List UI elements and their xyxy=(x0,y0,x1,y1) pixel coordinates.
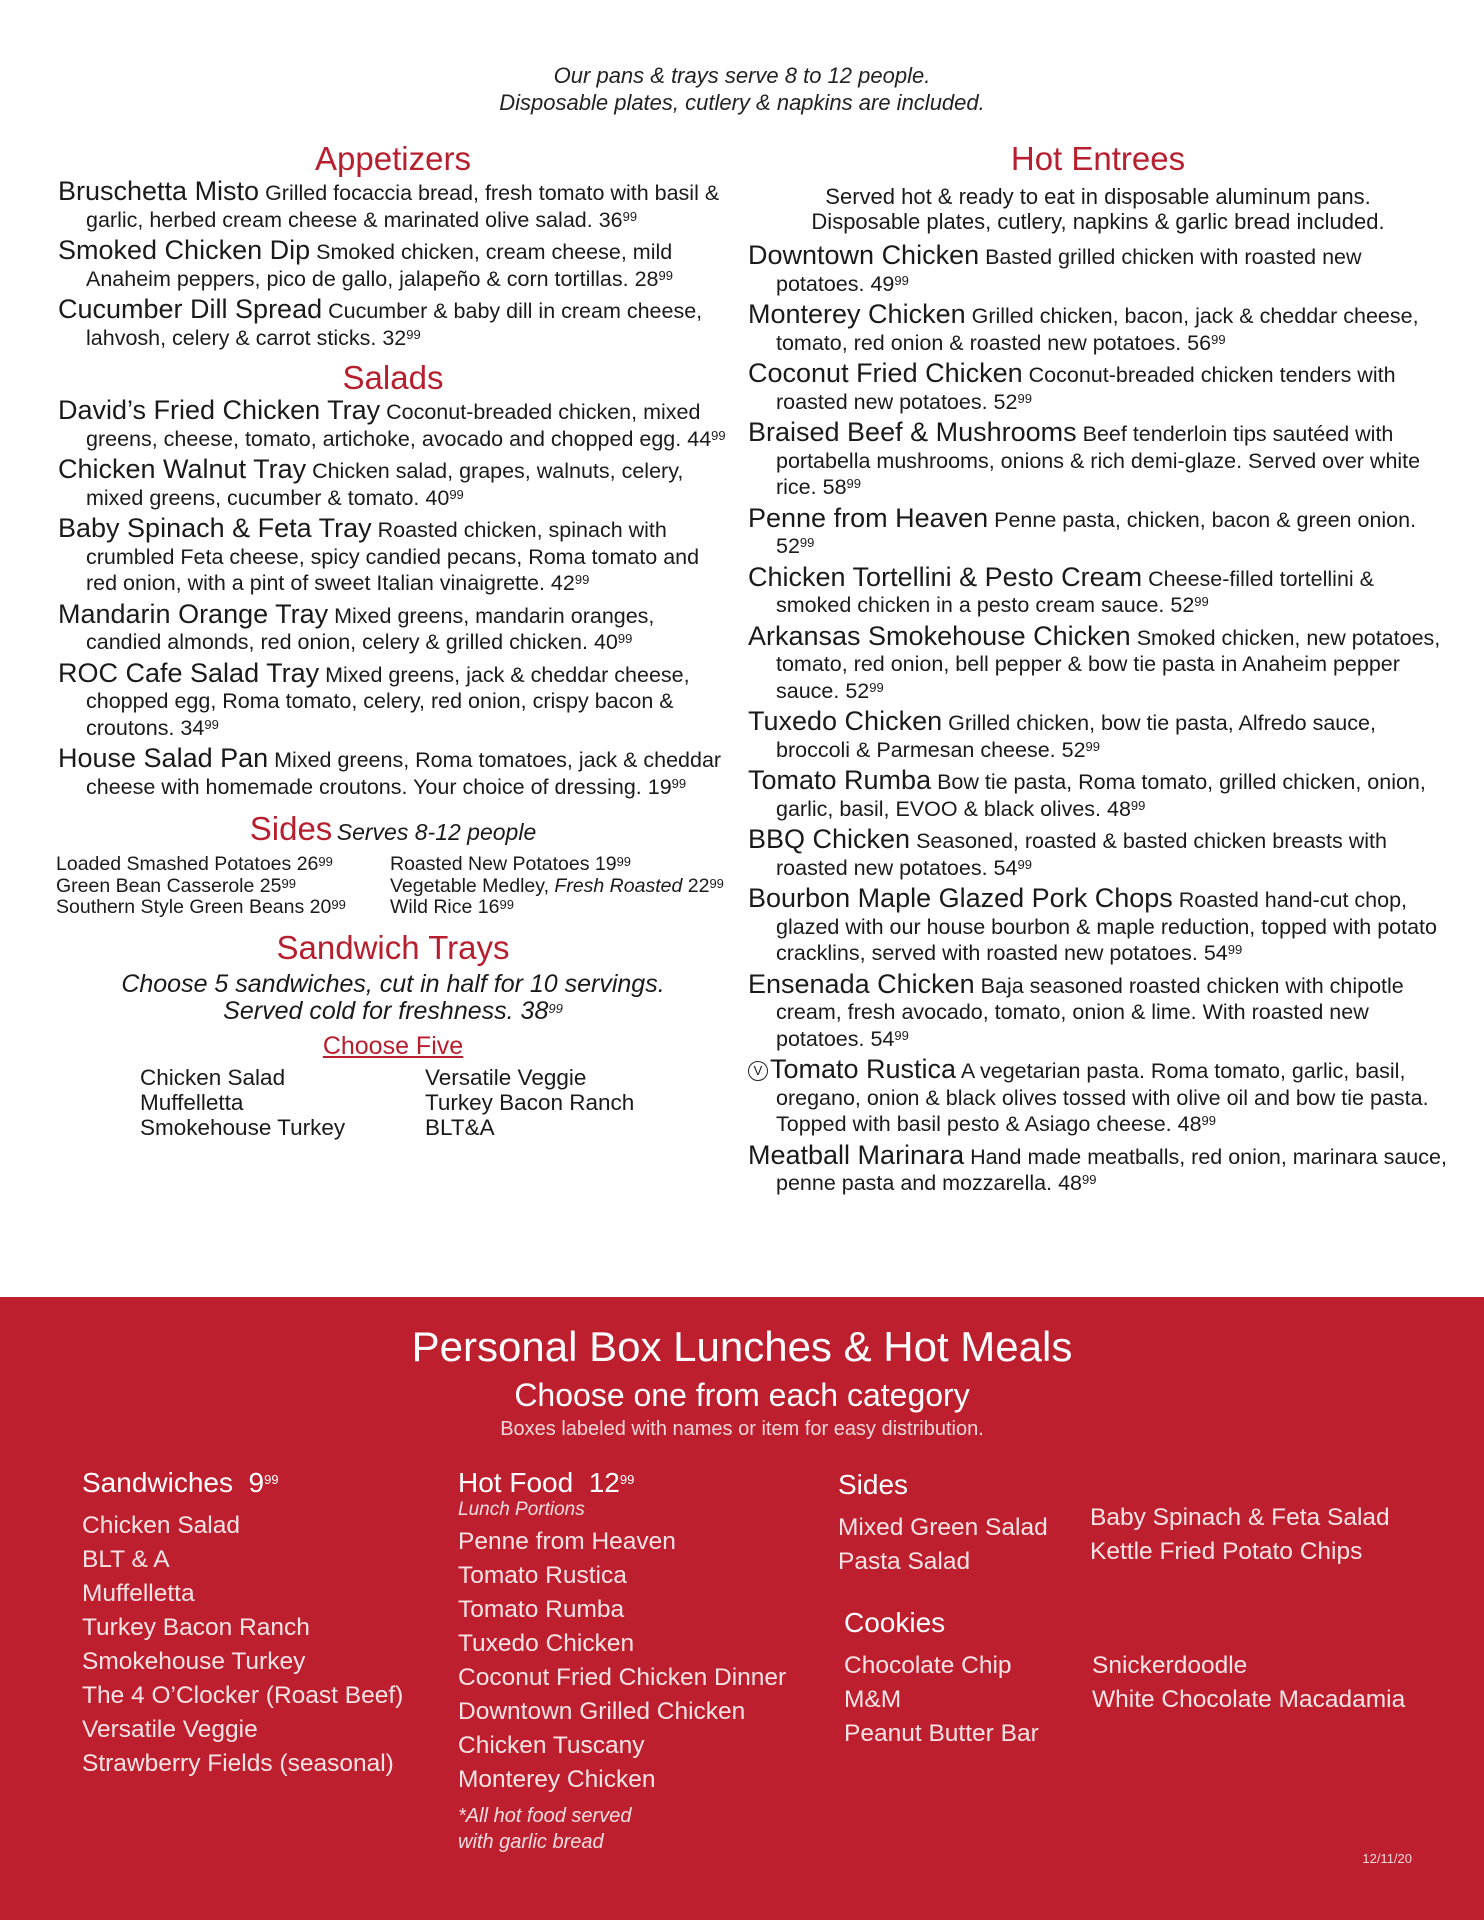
side-price: 26 xyxy=(296,853,319,875)
entree-name: Downtown Chicken xyxy=(748,240,980,270)
box-sandwich-item: Strawberry Fields (seasonal) xyxy=(82,1750,394,1777)
entree-name: Tomato Rustica xyxy=(770,1054,957,1084)
box-hot-food-item: Penne from Heaven xyxy=(458,1528,676,1555)
side-item xyxy=(56,854,390,876)
entree-price: 52 xyxy=(776,534,800,558)
side-price-cents: 99 xyxy=(318,854,333,869)
box-sandwich-item: Smokehouse Turkey xyxy=(82,1648,306,1675)
panel-title: Personal Box Lunches & Hot Meals xyxy=(411,1323,1073,1370)
sandwich-option: Turkey Bacon Ranch xyxy=(425,1089,635,1115)
box-side-item: Pasta Salad xyxy=(838,1548,971,1575)
entree-name: Bourbon Maple Glazed Pork Chops xyxy=(748,883,1173,913)
box-cookie-item: Chocolate Chip xyxy=(844,1652,1012,1679)
entree-price: 56 xyxy=(1187,330,1212,355)
entree-price-cents: 99 xyxy=(799,535,815,550)
entree-price: 52 xyxy=(845,678,870,703)
appetizer-item xyxy=(58,178,728,233)
appetizer-item xyxy=(58,296,728,351)
salad-name: Mandarin Orange Tray xyxy=(58,598,329,629)
salad-price-cents: 99 xyxy=(204,716,219,732)
sandwiches-heading xyxy=(82,1467,403,1499)
salad-price: 34 xyxy=(180,715,205,740)
appetizer-price: 32 xyxy=(382,325,407,350)
trays-line-2 xyxy=(58,998,728,1025)
sandwich-option: Muffelletta xyxy=(140,1089,244,1115)
box-sandwich-item: The 4 O’Clocker (Roast Beef) xyxy=(82,1682,404,1709)
sandwiches-column xyxy=(82,1467,403,1781)
entree-price-cents: 99 xyxy=(846,476,861,491)
box-hot-food-item: Coconut Fried Chicken Dinner xyxy=(458,1664,787,1691)
box-cookie-item: Snickerdoodle xyxy=(1092,1652,1248,1679)
box-sides-list-2 xyxy=(1090,1501,1390,1569)
side-price: 19 xyxy=(594,853,617,875)
appetizers-heading: Appetizers xyxy=(315,140,471,177)
hot-food-heading xyxy=(458,1467,786,1499)
salad-item xyxy=(58,397,728,452)
entree-item xyxy=(748,708,1448,763)
entree-description: Baja seasoned roasted chicken with chipotle cream, fresh avocado, tomato, onion & lime. With roasted new potatoes. xyxy=(776,973,1404,1051)
entree-price-cents: 99 xyxy=(894,1027,909,1043)
side-price-cents: 99 xyxy=(709,875,724,891)
entree-name: Meatball Marinara xyxy=(748,1139,965,1170)
box-sandwich-item: Muffelletta xyxy=(82,1580,195,1607)
salad-price-cents: 99 xyxy=(711,427,726,443)
entree-description: Roasted hand-cut chop, glazed with our house bourbon & maple reduction, topped with potato cracklins, served with roasted new potatoes. xyxy=(776,888,1437,965)
choose-five-label: Choose Five xyxy=(322,1031,464,1060)
sandwich-option: Versatile Veggie xyxy=(425,1064,587,1090)
box-hot-food-item: Tomato Rumba xyxy=(458,1596,625,1623)
salad-item xyxy=(58,657,728,742)
salad-name: Chicken Walnut Tray xyxy=(58,454,307,484)
entree-price: 48 xyxy=(1058,1171,1083,1195)
entree-price: 48 xyxy=(1177,1112,1202,1136)
appetizer-price: 36 xyxy=(598,207,623,232)
entree-price: 58 xyxy=(822,475,847,499)
entree-description: A vegetarian pasta. Roma tomato, garlic, basil, oregano, onion & black olives tossed with olive oil and bow tie pasta. Topped with basil pesto & Asiago cheese. xyxy=(776,1059,1429,1136)
appetizer-price-cents: 99 xyxy=(622,208,638,224)
entree-name: Tuxedo Chicken xyxy=(748,706,943,736)
cookies-list-2 xyxy=(1092,1649,1405,1717)
salad-description: Mixed greens, jack & cheddar cheese, chopped egg, Roma tomato, celery, red onion, crispy bacon & croutons. xyxy=(86,662,690,740)
entree-price-cents: 99 xyxy=(1201,1113,1216,1128)
hot-entrees-note-1: Served hot & ready to eat in disposable aluminum pans. xyxy=(825,184,1371,209)
hot-food-footnote-1: *All hot food served xyxy=(458,1805,632,1827)
box-cookie-item: M&M xyxy=(844,1686,902,1713)
salad-name: ROC Cafe Salad Tray xyxy=(58,657,320,688)
box-hot-food-item: Downtown Grilled Chicken xyxy=(458,1698,746,1725)
entree-price-cents: 99 xyxy=(894,272,909,288)
entree-item xyxy=(748,561,1448,619)
trays-price-cents: 99 xyxy=(548,1000,563,1016)
appetizer-list xyxy=(58,178,728,351)
box-cookie-item: White Chocolate Macadamia xyxy=(1092,1686,1406,1713)
appetizer-name: Smoked Chicken Dip xyxy=(58,235,311,265)
entree-price: 52 xyxy=(1061,737,1086,762)
side-price-cents: 99 xyxy=(281,875,296,891)
entree-name: Monterey Chicken xyxy=(748,299,966,329)
sandwich-option: Smokehouse Turkey xyxy=(140,1114,346,1140)
box-side-item: Mixed Green Salad xyxy=(838,1514,1048,1541)
side-item xyxy=(56,897,390,919)
sandwiches-price: 9 xyxy=(248,1467,265,1498)
personal-box-panel xyxy=(0,1297,1484,1920)
sides-serves: Serves 8-12 people xyxy=(336,819,537,845)
cookies-list-1 xyxy=(844,1649,1039,1751)
hot-food-footnote-2: with garlic bread xyxy=(458,1831,604,1853)
sandwiches-price-cents: 99 xyxy=(264,1472,279,1487)
salad-name: Baby Spinach & Feta Tray xyxy=(58,513,372,543)
entree-name: Tomato Rumba xyxy=(748,765,932,795)
entree-item xyxy=(748,1139,1448,1197)
appetizer-description: Grilled focaccia bread, fresh tomato with basil & garlic, herbed cream cheese & marinated olive salad. xyxy=(86,181,720,232)
appetizer-name: Cucumber Dill Spread xyxy=(58,294,323,324)
side-item xyxy=(390,897,726,919)
entree-price: 54 xyxy=(870,1026,895,1051)
vegetarian-icon: V xyxy=(748,1061,768,1081)
salads-heading: Salads xyxy=(342,359,444,396)
side-price-cents: 99 xyxy=(499,897,514,912)
box-hot-food-item: Tomato Rustica xyxy=(458,1562,627,1589)
trays-price: 38 xyxy=(520,996,549,1025)
salad-item xyxy=(58,456,728,511)
appetizer-price: 28 xyxy=(634,266,659,291)
entree-item xyxy=(748,502,1448,560)
side-name: Wild Rice xyxy=(390,896,473,918)
sandwiches-heading-text: Sandwiches xyxy=(82,1467,233,1498)
hot-food-column xyxy=(458,1467,786,1855)
cookies-column-2 xyxy=(1092,1649,1405,1717)
sandwich-option: BLT&A xyxy=(425,1114,495,1140)
hot-entrees-note-2: Disposable plates, cutlery, napkins & garlic bread included. xyxy=(811,209,1385,234)
entree-name: Arkansas Smokehouse Chicken xyxy=(748,620,1131,651)
side-item xyxy=(56,876,390,898)
salad-price: 40 xyxy=(425,485,450,510)
appetizer-description: Cucumber & baby dill in cream cheese, lahvosh, celery & carrot sticks. xyxy=(86,299,703,350)
entree-price: 48 xyxy=(1107,796,1131,821)
entree-description: Grilled chicken, bacon, jack & cheddar cheese, tomato, red onion & roasted new potatoes. xyxy=(776,304,1419,355)
salad-item xyxy=(58,515,728,597)
sides-grid xyxy=(56,854,728,919)
entree-item xyxy=(748,968,1448,1053)
entree-description: Smoked chicken, new potatoes, tomato, red onion, bell pepper & bow tie pasta in Anaheim pepper sauce. xyxy=(776,625,1441,703)
cookies-column xyxy=(844,1607,1039,1751)
entree-item xyxy=(748,1056,1448,1138)
entree-description: Bow tie pasta, Roma tomato, grilled chicken, onion, garlic, basil, EVOO & black olives. xyxy=(776,770,1426,821)
salad-price-cents: 99 xyxy=(617,631,633,646)
trays-line-1: Choose 5 sandwiches, cut in half for 10 servings. xyxy=(121,969,665,998)
hot-food-sub: Lunch Portions xyxy=(458,1499,585,1520)
sandwich-tray-options xyxy=(140,1065,728,1140)
side-name: Green Bean Casserole xyxy=(56,874,255,897)
entree-item xyxy=(748,242,1448,297)
sides-title xyxy=(58,810,728,848)
entree-price-cents: 99 xyxy=(1130,797,1146,813)
box-sides-heading: Sides xyxy=(838,1469,909,1500)
appetizer-item xyxy=(58,237,728,292)
salad-description: Coconut-breaded chicken, mixed greens, cheese, tomato, artichoke, avocado and chopped egg. xyxy=(86,400,701,451)
appetizer-price-cents: 99 xyxy=(658,267,673,283)
box-sandwich-item: Chicken Salad xyxy=(82,1512,240,1539)
hot-food-price-cents: 99 xyxy=(619,1472,635,1487)
hot-food-footnote xyxy=(458,1803,786,1855)
entree-list xyxy=(748,242,1448,1197)
entree-item xyxy=(748,826,1448,881)
hot-entrees-heading: Hot Entrees xyxy=(1010,140,1186,177)
entree-name: Braised Beef & Mushrooms xyxy=(748,417,1077,447)
sandwiches-list xyxy=(82,1509,403,1781)
salad-name: David’s Fried Chicken Tray xyxy=(58,395,381,425)
side-price: 16 xyxy=(477,896,500,918)
box-sides-column-2 xyxy=(1090,1501,1390,1569)
salad-price-cents: 99 xyxy=(671,775,687,791)
salad-price: 40 xyxy=(593,630,618,654)
entree-item xyxy=(748,885,1448,967)
cookies-heading: Cookies xyxy=(844,1607,946,1638)
box-sandwich-item: Versatile Veggie xyxy=(82,1716,258,1743)
entree-name: BBQ Chicken xyxy=(748,824,911,854)
side-name: Vegetable Medley, xyxy=(390,874,549,897)
left-column xyxy=(58,140,728,1140)
side-price-cents: 99 xyxy=(616,854,632,869)
entree-name: Chicken Tortellini & Pesto Cream xyxy=(748,561,1143,592)
box-side-item: Kettle Fried Potato Chips xyxy=(1090,1538,1363,1565)
salad-price-cents: 99 xyxy=(449,486,464,502)
entree-price: 52 xyxy=(993,389,1018,414)
entree-price: 54 xyxy=(1203,941,1228,965)
intro-line-2: Disposable plates, cutlery & napkins are included. xyxy=(499,90,985,115)
box-hot-food-item: Chicken Tuscany xyxy=(458,1732,645,1759)
box-hot-food-item: Tuxedo Chicken xyxy=(458,1630,635,1657)
entree-description: Cheese-filled tortellini & smoked chicken in a pesto cream sauce. xyxy=(776,566,1375,617)
salad-price: 19 xyxy=(647,774,672,799)
entree-price-cents: 99 xyxy=(1227,942,1243,957)
side-price: 22 xyxy=(687,874,710,897)
entree-item xyxy=(748,419,1448,501)
box-cookie-item: Peanut Butter Bar xyxy=(844,1720,1039,1747)
panel-subtitle: Choose one from each category xyxy=(514,1377,970,1413)
box-sandwich-item: Turkey Bacon Ranch xyxy=(82,1614,310,1641)
entree-name: Ensenada Chicken xyxy=(748,968,975,999)
entree-item xyxy=(748,301,1448,356)
entree-price-cents: 99 xyxy=(1211,331,1226,347)
salad-item xyxy=(58,598,728,656)
salad-description: Chicken salad, grapes, walnuts, celery, mixed greens, cucumber & tomato. xyxy=(86,459,684,510)
side-price-cents: 99 xyxy=(331,897,346,912)
side-name: Loaded Smashed Potatoes xyxy=(56,853,292,875)
hot-food-heading-text: Hot Food xyxy=(458,1467,574,1498)
appetizer-name: Bruschetta Misto xyxy=(58,176,260,206)
entree-price-cents: 99 xyxy=(1017,390,1032,406)
trays-line-2-text: Served cold for freshness. xyxy=(223,996,514,1025)
entree-description: Hand made meatballs, red onion, marinara sauce, penne pasta and mozzarella. xyxy=(776,1144,1447,1195)
entree-price-cents: 99 xyxy=(1017,856,1032,872)
side-price: 20 xyxy=(309,896,332,918)
sides-heading: Sides xyxy=(249,810,333,847)
hot-food-price: 12 xyxy=(588,1467,620,1498)
salad-name: House Salad Pan xyxy=(58,743,269,773)
box-sides-list-1 xyxy=(838,1511,1048,1579)
panel-note: Boxes labeled with names or item for easy distribution. xyxy=(500,1418,984,1440)
entree-name: Penne from Heaven xyxy=(748,502,989,533)
sandwich-option: Chicken Salad xyxy=(140,1064,286,1090)
salad-price: 42 xyxy=(550,571,575,595)
hot-entrees-note xyxy=(748,184,1448,234)
entree-price-cents: 99 xyxy=(1194,594,1209,609)
right-column xyxy=(748,140,1448,1201)
appetizer-description: Smoked chicken, cream cheese, mild Anaheim peppers, pico de gallo, jalapeño & corn tortillas. xyxy=(86,240,673,291)
entree-price: 49 xyxy=(870,271,895,296)
sandwich-trays-description xyxy=(58,971,728,1025)
box-sides-column xyxy=(838,1469,1048,1579)
salad-description: Roasted chicken, spinach with crumbled Feta cheese, spicy candied pecans, Roma tomato and red onion, with a pint of sweet Italian vinaigrette. xyxy=(86,518,700,595)
salad-price: 44 xyxy=(687,426,712,451)
entree-price: 52 xyxy=(1170,593,1195,617)
salad-price-cents: 99 xyxy=(574,572,590,587)
entree-description: Penne pasta, chicken, bacon & green onion. xyxy=(994,507,1417,532)
entree-price-cents: 99 xyxy=(1085,738,1101,754)
entree-price-cents: 99 xyxy=(1082,1172,1097,1187)
side-item xyxy=(390,854,726,876)
entree-item xyxy=(748,620,1448,705)
box-side-item: Baby Spinach & Feta Salad xyxy=(1090,1504,1390,1531)
entree-price-cents: 99 xyxy=(869,679,884,695)
intro-line-1: Our pans & trays serve 8 to 12 people. xyxy=(553,63,931,88)
entree-name: Coconut Fried Chicken xyxy=(748,358,1023,388)
appetizer-price-cents: 99 xyxy=(406,326,421,342)
side-name: Roasted New Potatoes xyxy=(390,853,590,875)
salad-item xyxy=(58,745,728,800)
entree-description: Grilled chicken, bow tie pasta, Alfredo sauce, broccoli & Parmesan cheese. xyxy=(776,711,1376,762)
entree-description: Beef tenderloin tips sautéed with portabella mushrooms, onions & rich demi-glaze. Served over white rice. xyxy=(776,422,1421,499)
salad-list xyxy=(58,397,728,800)
box-sandwich-item: BLT & A xyxy=(82,1546,170,1573)
entree-description: Basted grilled chicken with roasted new potatoes. xyxy=(776,245,1362,296)
hot-food-list xyxy=(458,1525,786,1797)
entree-item xyxy=(748,767,1448,822)
side-name: Southern Style Green Beans xyxy=(56,896,305,918)
intro-text xyxy=(0,62,1484,116)
box-hot-food-item: Monterey Chicken xyxy=(458,1766,656,1793)
entree-description: Seasoned, roasted & basted chicken breasts with roasted new potatoes. xyxy=(776,829,1387,880)
salad-description: Mixed greens, mandarin oranges, candied almonds, red onion, celery & grilled chicken. xyxy=(86,603,655,654)
sandwich-trays-heading: Sandwich Trays xyxy=(276,928,510,966)
side-note: Fresh Roasted xyxy=(554,874,683,897)
entree-description: Coconut-breaded chicken tenders with roasted new potatoes. xyxy=(776,363,1396,414)
entree-price: 54 xyxy=(993,855,1018,880)
entree-item xyxy=(748,360,1448,415)
menu-date: 12/11/20 xyxy=(1362,1851,1412,1866)
salad-description: Mixed greens, Roma tomatoes, jack & cheddar cheese with homemade croutons. Your choice of dressing. xyxy=(86,748,722,799)
side-item xyxy=(390,876,726,898)
side-price: 25 xyxy=(259,874,282,897)
